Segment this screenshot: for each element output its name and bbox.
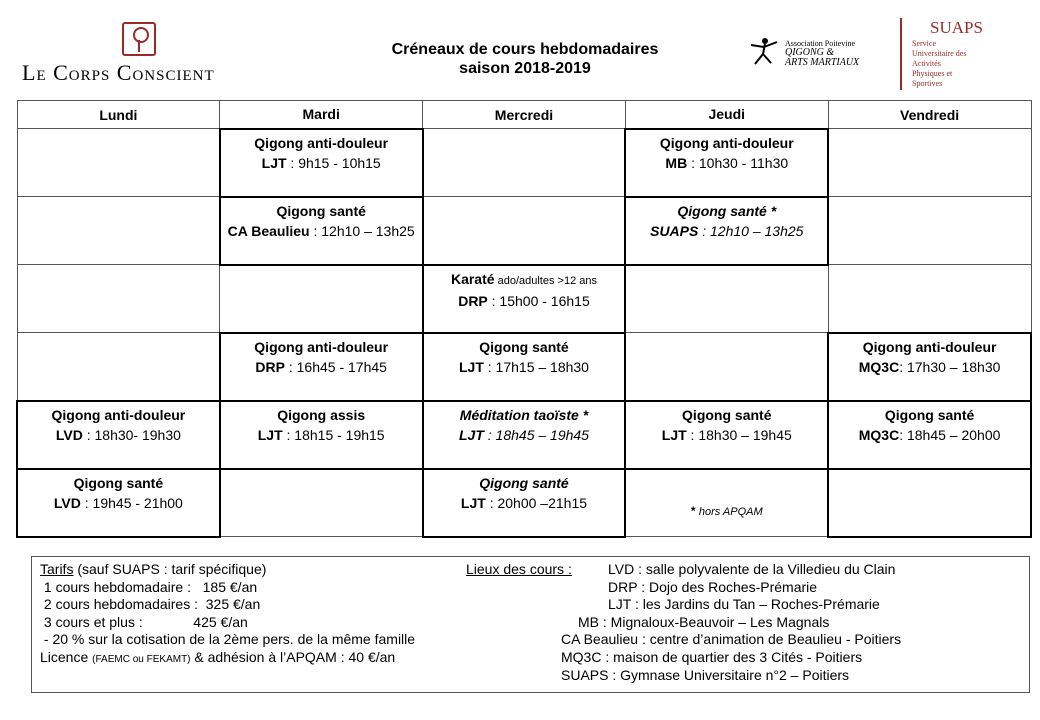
- logo-name: Le Corps Conscient: [22, 60, 215, 85]
- course-schedule: SUAPS : 12h10 – 13h25: [650, 222, 804, 239]
- info-box: [31, 556, 1030, 693]
- empty-cell: [17, 333, 220, 401]
- title-line-1: Créneaux de cours hebdomadaires: [391, 41, 659, 58]
- day-header-jeudi: Jeudi: [625, 101, 828, 129]
- course-cell: [17, 469, 220, 537]
- course-schedule: LJT : 18h30 – 19h45: [661, 426, 792, 443]
- lieu-suaps: SUAPS : Gymnase Universitaire n°2 – Poitiers: [561, 666, 850, 683]
- course-cell: [423, 333, 626, 401]
- empty-cell: [625, 333, 828, 401]
- tarif-2: 2 cours hebdomadaires : 325 €/an: [40, 596, 261, 613]
- licence-line: Licence (FAEMC ou FEKAMT) & adhésion à l’APQAM : 40 €/an: [40, 649, 396, 665]
- footnote-hors-apqam: * hors APQAM: [690, 503, 763, 518]
- course-schedule: LVD : 19h45 - 21h00: [53, 494, 183, 511]
- course-cell: [220, 197, 423, 265]
- table-row: [17, 265, 1031, 333]
- course-schedule: DRP : 16h45 - 17h45: [255, 358, 387, 375]
- course-schedule: LVD : 18h30- 19h30: [55, 426, 181, 443]
- lieu-ca-beaulieu: CA Beaulieu : centre d’animation de Beaulieu - Poitiers: [561, 631, 902, 648]
- empty-cell: [220, 469, 423, 537]
- qigong-logo-line-1: Association Poitevine: [785, 39, 855, 48]
- suaps-logo-text: Service Universitaire des Activités Physiques et Sportives: [912, 39, 967, 88]
- table-row: [17, 401, 1031, 469]
- table-row: [17, 469, 1031, 537]
- course-cell: [828, 333, 1031, 401]
- tarif-4: - 20 % sur la cotisation de la 2ème pers. de la même famille: [40, 631, 416, 648]
- course-cell: [625, 129, 828, 197]
- tarif-1: 1 cours hebdomadaire : 185 €/an: [40, 578, 258, 595]
- suaps-logo-title: SUAPS: [930, 18, 983, 37]
- empty-cell: [17, 129, 220, 197]
- empty-cell: [828, 197, 1031, 265]
- course-name: Qigong santé: [884, 406, 975, 423]
- day-header-vendredi: Vendredi: [828, 101, 1031, 129]
- logo-emblem-icon: [122, 22, 156, 56]
- course-schedule: LJT : 17h15 – 18h30: [458, 358, 589, 375]
- empty-cell: [828, 129, 1031, 197]
- lieu-mb: MB : Mignaloux-Beauvoir – Les Magnals: [578, 613, 830, 630]
- qigong-logo-line-2: QIGONG & ARTS MARTIAUX: [785, 47, 860, 68]
- course-cell: [17, 401, 220, 469]
- course-cell: [423, 265, 626, 333]
- note-cell: [625, 469, 828, 537]
- day-header-mercredi: Mercredi: [423, 101, 626, 129]
- course-name: Qigong santé *: [677, 202, 777, 219]
- course-name: Qigong anti-douleur: [254, 134, 389, 151]
- page-title: [300, 40, 750, 78]
- suaps-logo: [898, 18, 1018, 90]
- course-name: Karaté ado/adultes >12 ans: [450, 270, 597, 287]
- lieux-heading: Lieux des cours :: [466, 561, 572, 577]
- empty-cell: [423, 129, 626, 197]
- timetable: [16, 100, 1032, 538]
- course-cell: [220, 333, 423, 401]
- course-cell: [423, 401, 626, 469]
- table-row: [17, 129, 1031, 197]
- qigong-association-logo: [745, 34, 900, 74]
- course-name: Méditation taoïste *: [459, 406, 589, 423]
- course-schedule: MQ3C: 17h30 – 18h30: [858, 358, 1001, 375]
- course-cell: [828, 401, 1031, 469]
- lieu-ljt: LJT : les Jardins du Tan – Roches-Prémarie: [608, 596, 880, 613]
- empty-cell: [423, 197, 626, 265]
- course-name: Qigong assis: [277, 406, 366, 423]
- day-header-lundi: Lundi: [17, 101, 220, 129]
- suaps-logo-bar: [900, 18, 902, 90]
- course-cell: [625, 197, 828, 265]
- course-cell: [625, 401, 828, 469]
- lieu-mq3c: MQ3C : maison de quartier des 3 Cités - Poitiers: [561, 649, 863, 665]
- martial-artist-icon: [745, 36, 781, 66]
- le-corps-conscient-logo: [22, 18, 262, 88]
- table-row: [17, 197, 1031, 265]
- empty-bordered-cell: [828, 469, 1031, 537]
- course-name: Qigong santé: [479, 338, 569, 355]
- course-name: Qigong santé: [73, 474, 164, 491]
- course-cell: [423, 469, 626, 537]
- course-cell: [220, 401, 423, 469]
- title-line-2: saison 2018-2019: [459, 60, 591, 77]
- course-schedule: MB : 10h30 - 11h30: [665, 154, 789, 171]
- course-schedule: CA Beaulieu : 12h10 – 13h25: [227, 222, 415, 239]
- table-row: [17, 333, 1031, 401]
- lieu-lvd: LVD : salle polyvalente de la Villedieu du Clain: [608, 561, 896, 577]
- course-schedule: LJT : 18h15 - 19h15: [257, 426, 385, 443]
- empty-cell: [17, 197, 220, 265]
- course-schedule: DRP : 15h00 - 16h15: [458, 292, 590, 309]
- course-schedule: MQ3C: 18h45 – 20h00: [858, 426, 1001, 443]
- empty-cell: [828, 265, 1031, 333]
- course-schedule: LJT : 9h15 - 10h15: [261, 154, 381, 171]
- course-cell: [220, 129, 423, 197]
- course-name: Qigong santé: [682, 406, 772, 423]
- day-header-row: [17, 101, 1031, 129]
- course-name: Qigong santé: [276, 202, 366, 219]
- empty-cell: [17, 265, 220, 333]
- day-header-mardi: Mardi: [220, 101, 423, 129]
- empty-cell: [625, 265, 828, 333]
- course-name: Qigong anti-douleur: [254, 338, 389, 355]
- course-name: Qigong anti-douleur: [659, 134, 794, 151]
- lieu-drp: DRP : Dojo des Roches-Prémarie: [608, 578, 818, 595]
- course-schedule: LJT : 20h00 –21h15: [460, 494, 588, 511]
- course-name: Qigong santé: [479, 474, 569, 491]
- empty-cell: [220, 265, 423, 333]
- course-name: Qigong anti-douleur: [862, 338, 997, 355]
- tarifs-heading: Tarifs (sauf SUAPS : tarif spécifique): [40, 561, 267, 577]
- course-name: Qigong anti-douleur: [51, 406, 186, 423]
- tarif-3: 3 cours et plus : 425 €/an: [40, 613, 248, 630]
- course-schedule: LJT : 18h45 – 19h45: [458, 426, 589, 443]
